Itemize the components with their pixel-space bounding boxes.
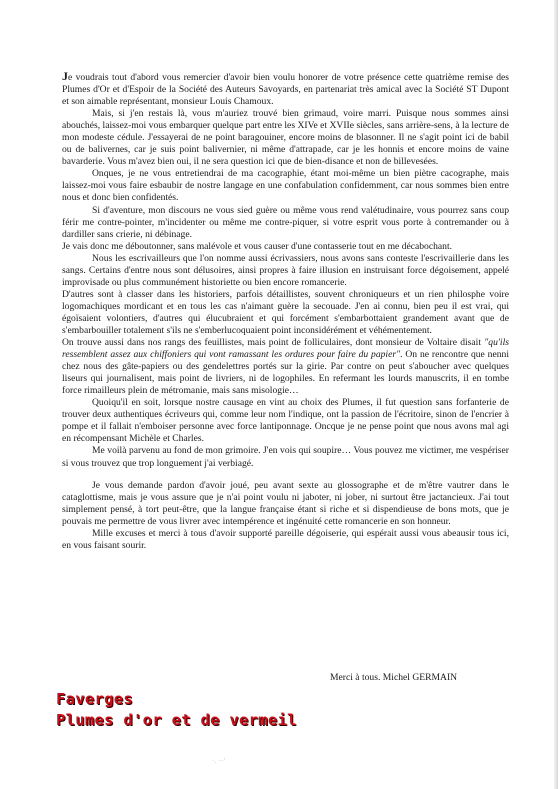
paragraph: Me voilà parvenu au fond de mon grimoire. J'en vois qui soupire… Vous pouvez me victimer, me vespériser si vous trouvez que trop longuement j'ai verbiagé.	[62, 445, 509, 469]
scan-smudge: ·. ·-‛	[212, 757, 226, 765]
paragraph: Je vais donc me déboutonner, sans malévole et vous causer d'une contasserie tout en me décabochant.	[62, 240, 453, 252]
paragraph: Si d'aventure, mon discours ne vous sied guère ou même vous rend valétudinaire, vous pourrez sans coup férir me contre-pointer, m'incidenter ou même me contre-piquer, si votre esprit vous porte à contremander ou à dardiller sans crierie, ni débinage.	[62, 204, 509, 240]
signature: Merci à tous. Michel GERMAIN	[330, 672, 458, 683]
paragraph-voltaire	[62, 337, 509, 397]
page-edge	[554, 0, 558, 789]
paragraph: D'autres sont à classer dans les historiers, parfois détaillistes, souvent chroniqueurs et un rien philosphe voire logomachiques mordicant et en tous les cas n'aimant guère la secouade. J'en ai connu, bien peu il est vrai, qui égoïsaient volontiers, d'autres qui élucubraient et qui forcément s'embarbottaient grandement avant que de s'embarbouiller totalement s'ils ne s'emberlucoquaient point inconsidérément et véhémentement.	[62, 288, 509, 336]
voltaire-quote: "qu'ils ressemblent assez aux chiffoniers qui vont ramassant les ordures pour faire du papier"	[62, 337, 509, 361]
paragraph-opening-text: e voudrais tout d'abord vous remercier d'avoir bien voulu honorer de votre présence cette quatrième remise des Plumes d'Or et d'Espoir de la Société des Auteurs Savoyards, en partenariat très amical avec la Société ST Dupont et son aimable représentant, monsieur Louis Chamoux.	[62, 72, 509, 108]
event-title	[56, 689, 297, 731]
drop-cap: J	[62, 69, 68, 83]
paragraph: Mais, si j'en restais là, vous m'auriez trouvé bien grimaud, voire marri. Puisque nous sommes ainsi abouchés, laissez-moi vous embarquer quelque part entre les XIVe et XVIIe siècles, sans arrière-sens, à la lecture de mon modeste cédule. J'essayerai de ne point baragouiner, encore moins de blasonner. Il ne s'agit point ici de babil ou de balivernes, car je suis point balivernier, ni même d'attrapade, car je les honnis et encore moins de vaine bavarderie. Vous m'avez bien oui, il ne sera question ici que de bien-disance et non de billevesées.	[62, 108, 509, 168]
paragraph: Onques, je ne vous entretiendrai de ma cacographie, étant moi-même un bien piètre cacographe, mais laissez-moi vous faire esbaubir de nostre langage en une confabulation confidemment, car nous sommes bien entre nous et donc bien confidentés.	[62, 168, 509, 204]
paragraph: Mille excuses et merci à tous d'avoir supporté pareille dégoiserie, qui espérait aussi vous abeausir tous ici, en vous faisant sourir.	[62, 527, 509, 551]
paragraph: Nous les escrivailleurs que l'on nomme aussi écrivassiers, nous avons sans conteste l'escrivaillerie dans les sangs. Certains d'entre nous sont délusoires, ainsi propres à faire illusion en instruisant force dégoisement, appelé improvisade ou plus communément historiette ou bien encore romancerie.	[62, 252, 509, 288]
paragraph: Quoiqu'il en soit, lorsque nostre causage en vint au choix des Plumes, il fut question sans forfanterie de trouver deux authentiques écriveurs qui, comme leur nom l'indique, ont la passion de l'écritoire, sinon de l'encrier à pompe et il fallait n'emboiser personne avec force lantiponnage. Oncque je ne pense point que nous avons mal agi en récompensant Michèle et Charles.	[62, 397, 509, 445]
letter-body	[62, 70, 509, 552]
paragraph: Je vous demande pardon d'avoir joué, peu avant sexte au glossographe et de m'être vautrer dans le cataglottisme, mais je vous assure que je n'ai point voulu ni jaboter, ni jober, ni surtout être jactancieux. J'ai tout simplement pensé, à tort peut-être, que la langue française étant si riche et si dispendieuse de bons mots, que je pouvais me permettre de vous livrer avec intempérence et ingénuité cette romancerie en son honneur.	[62, 479, 509, 527]
paragraph-opening	[62, 70, 509, 108]
paragraph-text: . On ne rencontre que nenni chez nous des gâte-papiers ou des gendelettres portés sur la girie. Par contre on peut s'aboucher avec quelques liseurs qui journalisent, mais point de livriers, ni de logophiles. En refermant les lourds manuscrits, il en tombe force rimailleurs plein de métromanie, mais sans misologie…	[62, 349, 509, 397]
paragraph-text: On trouve aussi dans nos rangs des feuillistes, mais point de folliculaires, dont monsieur de Voltaire disait	[62, 337, 485, 349]
event-title-name: Plumes d'or et de vermeil	[56, 711, 297, 729]
event-title-location: Faverges	[56, 690, 134, 708]
